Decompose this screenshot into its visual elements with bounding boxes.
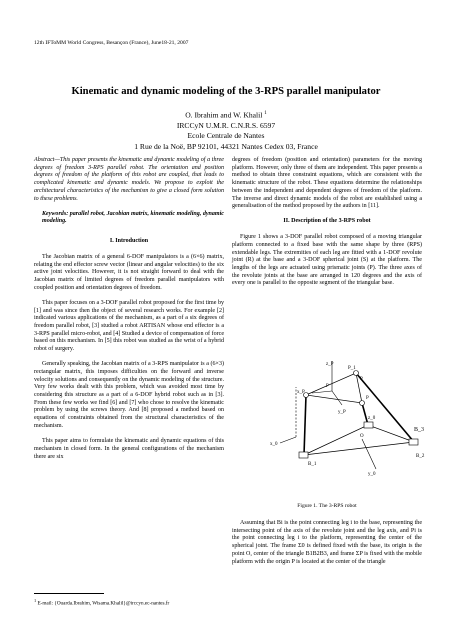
revolute-joint-3 <box>364 422 373 428</box>
footnote: $^1$ E-mail: {Ouarda.Ibrahim, Wisama.Khalil}@irccyn.ec-nantes.fr <box>34 598 170 607</box>
label-p1: P_1 <box>348 366 356 371</box>
intro-paragraph-1: The Jacobian matrix of a general 6-DOF manipulators is a (6×6) matrix, relating the end effector screw vector (linear and angular velocities) to the six active joint velocities. However, it is not straight forward to deal with the Jacobian matrix of limited degrees of freedom parallel manipulators with coupled position and orientation degrees of freedom. <box>34 253 224 291</box>
conference-header: 12th IFToMM World Congress, Besançon (France), June18-21, 2007 <box>34 40 189 46</box>
spherical-joint-2 <box>354 371 359 376</box>
label-y0: y_0 <box>368 472 376 477</box>
label-p3: P <box>366 396 369 401</box>
label-x0: x_0 <box>270 442 278 447</box>
y0-axis <box>362 439 376 469</box>
paper-title: Kinematic and dynamic modeling of the 3-RPS parallel manipulator <box>71 86 381 97</box>
keywords: Keywords: parallel robot, Jacobian matrix, kinematic modeling, dynamic modeling. <box>42 210 224 225</box>
label-b3: B_3 <box>414 427 425 433</box>
leg-1 <box>304 395 306 455</box>
x0-axis <box>280 437 296 443</box>
section-heading-description: II. Description of the 3-RPS robot <box>283 218 371 225</box>
frames-paragraph: Assuming that Bi is the point connecting leg i to the base, representing the intersecting point of the axis of the revolute joint and the leg axis, and Pi is the point connecting leg i to the platform, representing the center of the spherical joint. The frame Σ0 is defined fixed with the base, its origin is the point O, center of the triangle B1B2B3, and frame ΣP is fixed with the mobile platform with the origin P is located at the center of the triangle <box>232 520 422 565</box>
base-triangle <box>304 425 414 455</box>
affiliation-address: 1 Rue de la Noë, BP 92101, 44321 Nantes Cedex 03, France <box>134 141 318 151</box>
intro-paragraph-2: This paper focuses on a 3-DOF parallel robot proposed for the first time by [1] and was since then the object of several research works. For example [2] indicated various applications of the mechanism, as a part of a six degrees of freedom parallel robot, [3] studied a robot ARTISAN whose end effector is a 3-RPS parallel micro-robot, and [4] Studied a device of compensation of force based on this mechanism. In [5] this robot was studied as the wrist of a hybrid robot of surgery. <box>34 299 224 353</box>
affiliation-lab: IRCCyN U.M.R. C.N.R.S. 6597 <box>176 120 276 130</box>
figure-caption: Figure 1. The 3-RPS robot <box>297 503 357 509</box>
yp-axis <box>332 391 342 405</box>
section-heading-introduction: I. Introduction <box>109 238 149 245</box>
revolute-joint-1 <box>299 452 308 458</box>
label-b1: B_1 <box>308 462 317 467</box>
spherical-joint-3 <box>360 401 365 406</box>
author-names: O. Ibrahim and W. Khalil $^1$ <box>185 110 267 120</box>
intro-paragraph-4: This paper aims to formulate the kinematic and dynamic equations of this mechanism in closed form. In the general configurations of the mechanism there are six <box>34 438 224 460</box>
author-footnote-mark: 1 <box>264 111 267 116</box>
label-b2: B_2 <box>416 454 425 459</box>
right-column <box>232 157 422 296</box>
label-zp: z_P <box>326 362 334 367</box>
revolute-joint-2 <box>409 439 418 445</box>
intro-paragraph-3: Generally speaking, the Jacobian matrix of a 3-RPS manipulator is a (6×3) rectangular matrix, this imposes difficulties on the forward and inverse velocity solutions and consequently on the dynamic modeling of the structure. Very few works dealt with this problem, which was avoided most time by considering this structure as a part of a 6-DOF hybrid robot such as in [3]. From these few works we find [6] and [7] who chose to resolve the kinematic problem by using the screws theory. And [8] proposed a method based on equations of constraints obtained from the structural characteristics of the mechanism. <box>34 361 224 429</box>
label-p: P <box>326 384 329 389</box>
label-p2: P <box>360 377 363 382</box>
label-o: O <box>360 434 364 439</box>
label-yp: y_P <box>338 410 346 415</box>
author-block <box>0 109 452 152</box>
left-column <box>34 157 224 469</box>
abstract: Abstract—This paper presents the kinematic and dynamic modeling of a three degrees of freedom 3-RPS parallel robot. The orientation and position degrees of freedom of the platform of this robot are coupled, that leads to complicated kinematic and dynamic models. We propose to exploit the architectural characteristics of the mechanism to give a closed form solution to these problems. <box>34 157 224 202</box>
description-paragraph: Figure 1 shows a 3-DOF parallel robot composed of a moving triangular platform connected to a fixed base with the same shape by three (RPS) extendable legs. The extremities of each leg are fitted with a 1-DOF revolute joint (R) at the base and a 3-DOF spherical joint (S) at the platform. The lengths of the legs are actuated using prismatic joints (P). The three axes of the revolute joints at the base are arranged in 120 degrees and the axis of every one is parallel to the opposite segment of the triangular base. <box>232 234 422 287</box>
footnote-rule <box>34 593 104 594</box>
intro-paragraph-continued: degrees of freedom (position and orientation) parameters for the moving platform. However, only three of them are independent. This paper presents a method to obtain three constraint equations, which are consistent with the kinematic structure of the robot. These equations determine the relationships between the independent and dependent degrees of freedom of the platform. The inverse and direct dynamic models of the robot are established using a generalisation of the method proposed by the authors in [11]. <box>232 157 422 210</box>
robot-figure <box>266 359 436 479</box>
label-z0: z_0 <box>368 416 376 421</box>
affiliation-school: Ecole Centrale de Nantes <box>187 131 265 141</box>
platform-triangle <box>306 373 362 403</box>
label-xp: x_P <box>297 390 305 395</box>
